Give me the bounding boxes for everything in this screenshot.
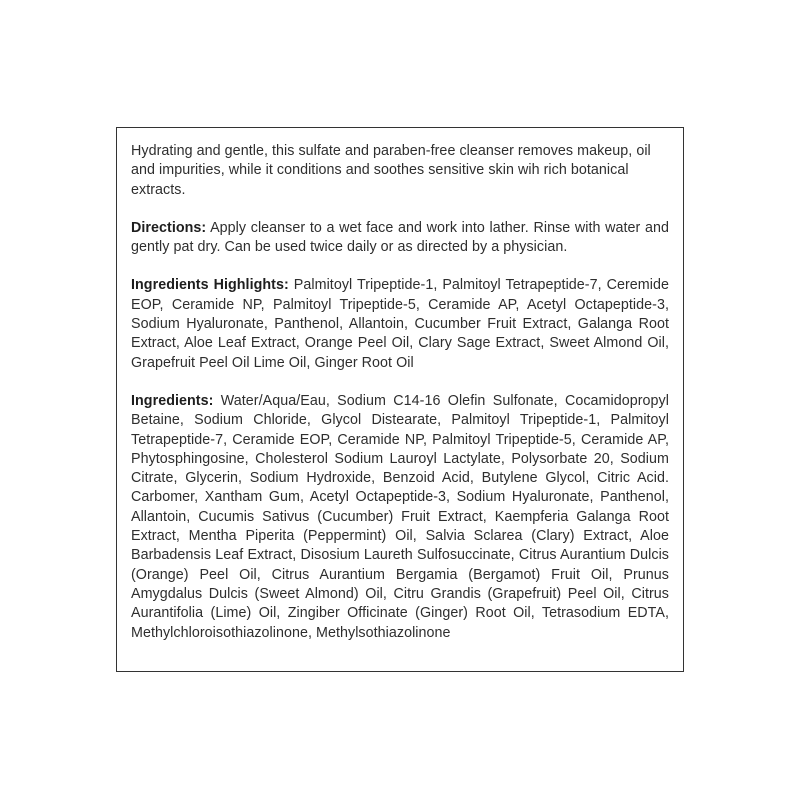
directions-heading: Directions: — [131, 219, 207, 236]
product-description: Hydrating and gentle, this sulfate and paraben-free cleanser removes makeup, oil and impurities, while it conditions and soothes sensitive skin wih rich botanical extracts. — [131, 143, 651, 198]
ingredients-highlights-heading: Ingredients Highlights: — [131, 277, 289, 294]
ingredients-section — [131, 392, 669, 643]
ingredients-heading: Ingredients: — [131, 392, 214, 409]
product-label-box — [116, 127, 684, 672]
directions-section — [131, 219, 669, 258]
ingredients-highlights-section — [131, 276, 669, 372]
ingredients-text: Water/Aqua/Eau, Sodium C14-16 Olefin Sulfonate, Cocamidopropyl Betaine, Sodium Chloride, Glycol Distearate, Palmitoyl Tripeptide-1, Palmitoyl Tetrapeptide-7, Ceramide EOP, Ceramide NP, Palmitoyl Tripeptide-5, Ceramide AP, Phytosphingosine, Cholesterol Sodium Lauroyl Lactylate, Polysorbate 20, Sodium Citrate, Glycerin, Sodium Hydroxide, Benzoid Acid, Butylene Glycol, Citric Acid. Carbomer, Xantham Gum, Acetyl Octapeptide-3, Sodium Hyaluronate, Panthenol, Allantoin, Cucumis Sativus (Cucumber) Fruit Extract, Kaempferia Galanga Root Extract, Mentha Piperita (Peppermint) Oil, Salvia Sclarea (Clary) Extract, Aloe Barbadensis Leaf Extract, Disosium Laureth Sulfosuccinate, Citrus Aurantium Dulcis (Orange) Peel Oil, Citrus Aurantium Bergamia (Bergamot) Fruit Oil, Prunus Amygdalus Dulcis (Sweet Almond) Oil, Citru Grandis (Grapefruit) Peel Oil, Citrus Aurantifolia (Lime) Oil, Zingiber Officinate (Ginger) Root Oil, Tetrasodium EDTA, Methylchloroisothiazolinone, Methylsothiazolinone — [131, 392, 669, 641]
directions-text: Apply cleanser to a wet face and work into lather. Rinse with water and gently pat dry. Can be used twice daily or as directed by a physician. — [131, 219, 670, 256]
ingredients-highlights-text: Palmitoyl Tripeptide-1, Palmitoyl Tetrapeptide-7, Ceremide EOP, Ceramide NP, Palmitoyl Tripeptide-5, Ceramide AP, Acetyl Octapeptide-3, Sodium Hyaluronate, Panthenol, Allantoin, Cucumber Fruit Extract, Galanga Root Extract, Aloe Leaf Extract, Orange Peel Oil, Clary Sage Extract, Sweet Almond Oil, Grapefruit Peel Oil Lime Oil, Ginger Root Oil — [131, 277, 669, 371]
